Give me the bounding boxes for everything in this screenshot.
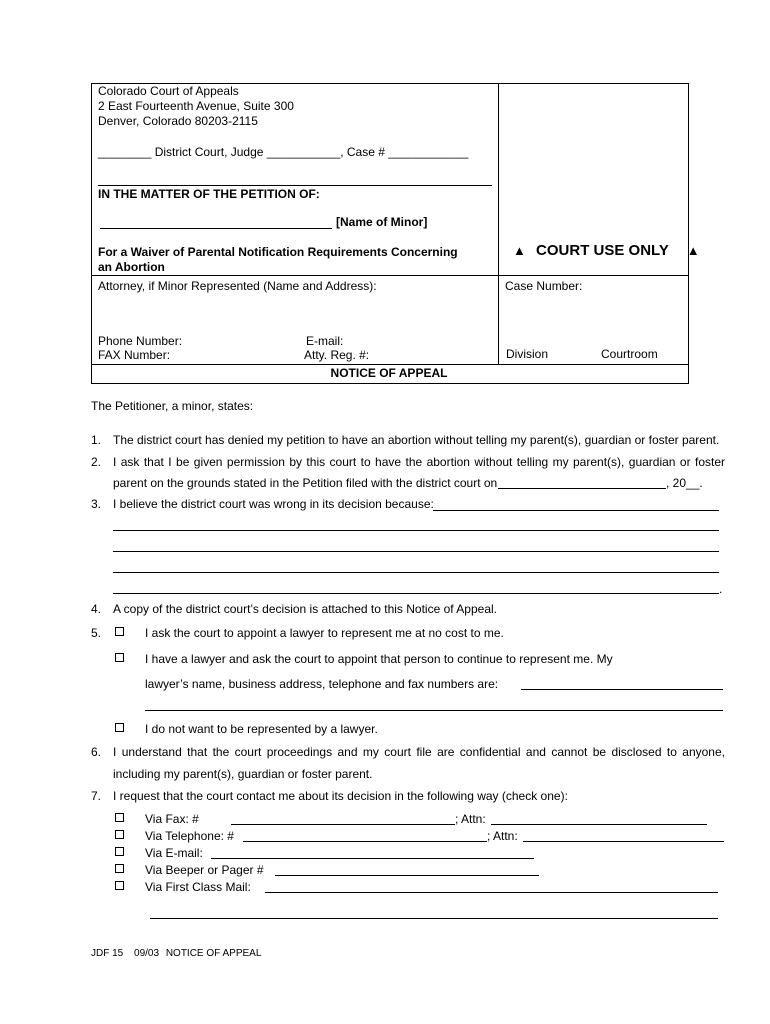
item-5-number: 5. xyxy=(91,626,102,640)
checkbox-via-telephone[interactable] xyxy=(115,830,124,839)
item-1-text: The district court has denied my petition to have an abortion without telling my parent(s), guardian or foster parent. xyxy=(113,433,720,447)
via-fax-attn-label: ; Attn: xyxy=(455,812,486,826)
telephone-number-field[interactable] xyxy=(243,841,487,842)
caption-divider-title xyxy=(91,364,688,365)
case-number-label: Case Number: xyxy=(505,279,583,293)
option-appoint-lawyer: I ask the court to appoint a lawyer to represent me at no cost to me. xyxy=(145,626,504,640)
caption-divider-vertical xyxy=(498,83,499,364)
reason-end-period: . xyxy=(719,582,723,596)
waiver-title-line1: For a Waiver of Parental Notification Requirements Concerning xyxy=(98,245,458,259)
checkbox-appoint-lawyer[interactable] xyxy=(115,627,124,636)
item-4-number: 4. xyxy=(91,602,102,616)
checkbox-via-mail[interactable] xyxy=(115,881,124,890)
district-blank[interactable]: ________ xyxy=(98,145,152,159)
judge-blank[interactable]: ___________ xyxy=(266,145,341,159)
lawyer-info-field-line2[interactable] xyxy=(145,710,723,711)
item-4-text: A copy of the district court’s decision is attached to this Notice of Appeal. xyxy=(113,602,497,616)
email-field[interactable] xyxy=(211,858,534,859)
mail-address-field-line2[interactable] xyxy=(150,918,718,919)
attorney-label: Attorney, if Minor Represented (Name and Address): xyxy=(98,279,377,293)
email-label: E-mail: xyxy=(306,334,344,348)
via-telephone-label: Via Telephone: # xyxy=(145,829,234,843)
triangle-up-icon: ▲ xyxy=(513,243,526,258)
via-telephone-attn-label: ; Attn: xyxy=(487,829,518,843)
petition-date-field[interactable] xyxy=(498,488,666,489)
intro-text: The Petitioner, a minor, states: xyxy=(91,399,254,413)
pager-number-field[interactable] xyxy=(275,875,539,876)
matter-heading: IN THE MATTER OF THE PETITION OF: xyxy=(98,187,320,201)
case-label: , Case # xyxy=(340,145,389,159)
checkbox-no-lawyer[interactable] xyxy=(115,723,124,732)
option-no-lawyer: I do not want to be represented by a lawyer. xyxy=(145,722,378,736)
item-6-number: 6. xyxy=(91,745,102,759)
checkbox-have-lawyer[interactable] xyxy=(115,653,124,662)
minor-name-label: [Name of Minor] xyxy=(336,215,428,229)
footer xyxy=(91,948,261,959)
fax-attn-field[interactable] xyxy=(491,824,707,825)
court-use-only xyxy=(513,242,700,259)
courtroom-label: Courtroom xyxy=(601,347,658,361)
fax-label: FAX Number: xyxy=(98,348,171,362)
district-court-line xyxy=(98,145,468,159)
reason-field-line3[interactable] xyxy=(113,551,719,552)
option-have-lawyer-line1: I have a lawyer and ask the court to appoint that person to continue to represent me. My xyxy=(145,652,613,666)
item-2-line2: parent on the grounds stated in the Petition filed with the district court on xyxy=(113,476,498,490)
item-2-line1: I ask that I be given permission by this court to have the abortion without telling my parent(s), guardian or foster xyxy=(113,455,725,469)
item-7-text: I request that the court contact me about its decision in the following way (check one): xyxy=(113,789,568,803)
reason-field-line5[interactable] xyxy=(113,593,719,594)
checkbox-via-email[interactable] xyxy=(115,847,124,856)
court-name: Colorado Court of Appeals xyxy=(98,84,239,98)
court-address-city: Denver, Colorado 80203-2115 xyxy=(98,114,258,128)
lawyer-info-field-line1[interactable] xyxy=(521,689,723,690)
item-3-text: I believe the district court was wrong in its decision because: xyxy=(113,497,434,511)
party-separator-line xyxy=(98,185,492,186)
mail-address-field-line1[interactable] xyxy=(265,892,718,893)
form-id: JDF 15 xyxy=(91,948,124,959)
case-blank[interactable]: ____________ xyxy=(388,145,469,159)
fax-number-field[interactable] xyxy=(231,824,455,825)
option-have-lawyer-line2: lawyer’s name, business address, telephone and fax numbers are: xyxy=(145,677,499,691)
checkbox-via-fax[interactable] xyxy=(115,813,124,822)
item-2-year: , 20__. xyxy=(666,476,703,490)
minor-name-field[interactable] xyxy=(100,228,332,229)
form-date: 09/03 xyxy=(134,948,160,959)
via-pager-label: Via Beeper or Pager # xyxy=(145,863,264,877)
form-name: NOTICE OF APPEAL xyxy=(165,948,262,959)
telephone-attn-field[interactable] xyxy=(523,841,724,842)
item-1-number: 1. xyxy=(91,433,102,447)
item-6-line2: including my parent(s), guardian or foster parent. xyxy=(113,767,373,781)
item-3-number: 3. xyxy=(91,497,102,511)
via-email-label: Via E-mail: xyxy=(145,846,203,860)
court-address-street: 2 East Fourteenth Avenue, Suite 300 xyxy=(98,99,294,113)
via-mail-label: Via First Class Mail: xyxy=(145,880,251,894)
waiver-title-line2: an Abortion xyxy=(98,260,165,274)
division-label: Division xyxy=(506,347,549,361)
item-7-number: 7. xyxy=(91,789,102,803)
atty-reg-label: Atty. Reg. #: xyxy=(304,348,370,362)
reason-field-line1[interactable] xyxy=(433,510,719,511)
triangle-up-icon: ▲ xyxy=(686,243,700,258)
item-2-number: 2. xyxy=(91,455,102,469)
district-court-judge-label: District Court, Judge xyxy=(151,145,267,159)
phone-label: Phone Number: xyxy=(98,334,183,348)
caption-divider-attorney xyxy=(91,275,688,276)
checkbox-via-pager[interactable] xyxy=(115,864,124,873)
notice-title: NOTICE OF APPEAL xyxy=(330,366,448,380)
via-fax-label: Via Fax: # xyxy=(145,812,199,826)
item-6-line1: I understand that the court proceedings and my court file are confidential and cannot be disclosed to anyone, xyxy=(113,745,725,759)
reason-field-line4[interactable] xyxy=(113,572,719,573)
reason-field-line2[interactable] xyxy=(113,530,719,531)
court-use-only-label: COURT USE ONLY xyxy=(536,242,669,259)
